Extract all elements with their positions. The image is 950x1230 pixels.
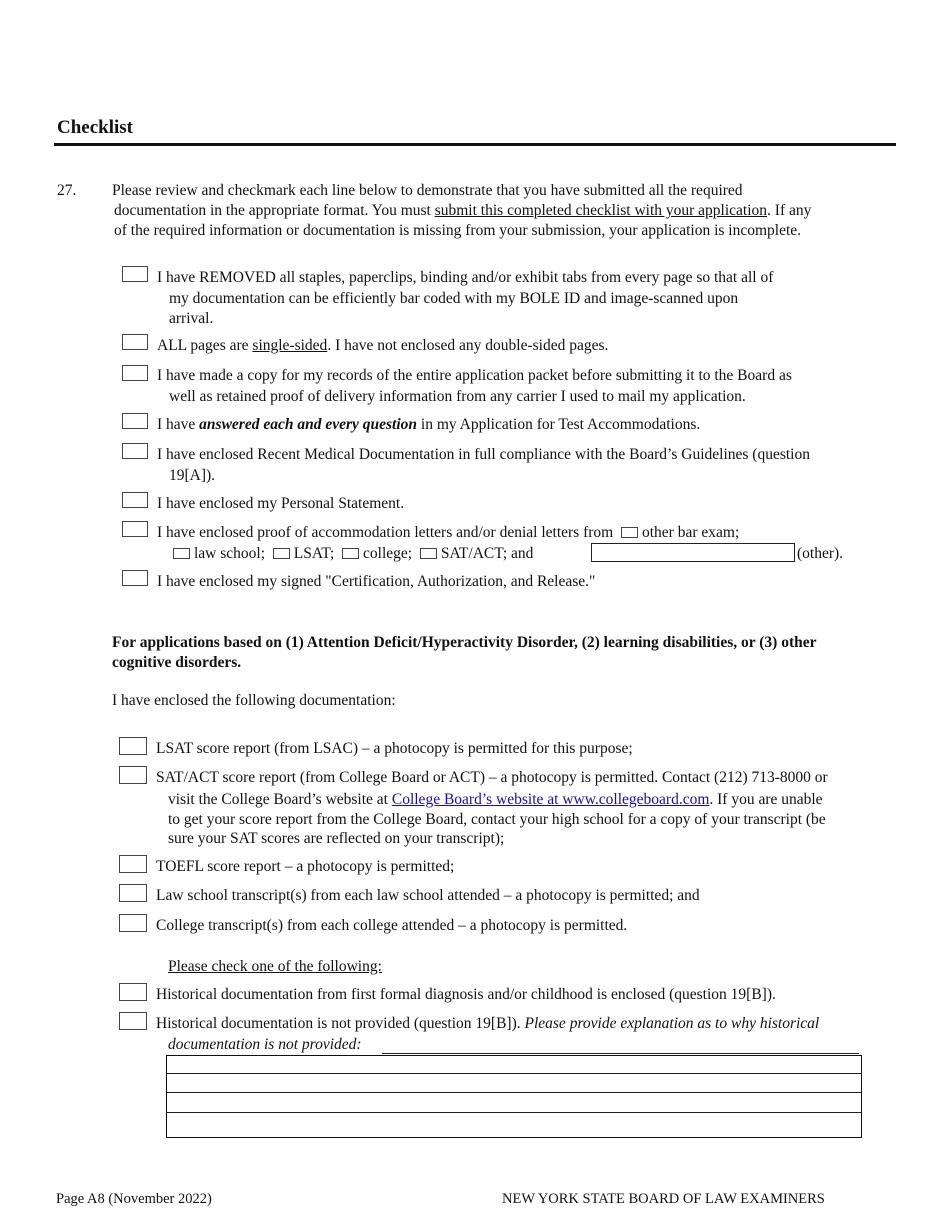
- item-signed-certification: I have enclosed my signed "Certification, Authorization, and Release.": [157, 573, 596, 590]
- historical-not-provided: Historical documentation is not provided (question 19[B]). Please provide explanation as to why historical: [156, 1015, 820, 1032]
- check-one-label: Please check one of the following:: [168, 958, 382, 975]
- explanation-first-line[interactable]: [382, 1053, 859, 1054]
- checkbox-college[interactable]: [342, 548, 359, 559]
- checkbox-sat-act[interactable]: [420, 548, 437, 559]
- adhd-section-heading: For applications based on (1) Attention Deficit/Hyperactivity Disorder, (2) learning disabilities, or (3) other: [112, 634, 817, 651]
- checkbox-lsat-score[interactable]: [119, 737, 147, 755]
- intro-line-1: Please review and checkmark each line below to demonstrate that you have submitted all the required: [112, 182, 743, 199]
- item-removed-staples-cont: my documentation can be efficiently bar coded with my BOLE ID and image-scanned upon: [169, 290, 739, 307]
- checkbox-law-school[interactable]: [173, 548, 190, 559]
- explanation-textbox[interactable]: [166, 1055, 862, 1138]
- item-medical-docs-cont: 19[A]).: [169, 467, 216, 484]
- adhd-section-heading-cont: cognitive disorders.: [112, 654, 242, 671]
- checklist-requirement: submit this completed checklist with your application: [434, 202, 768, 219]
- other-source-input[interactable]: [591, 543, 795, 562]
- item-accommodation-letters: I have enclosed proof of accommodation letters and/or denial letters from other bar exam;: [157, 524, 740, 541]
- doc-lsat-score: LSAT score report (from LSAC) – a photocopy is permitted for this purpose;: [156, 740, 633, 757]
- item-made-copy-cont: well as retained proof of delivery information from any carrier I used to mail my application.: [169, 388, 746, 405]
- checkbox-answered-all[interactable]: [122, 413, 148, 429]
- checkbox-personal-statement[interactable]: [122, 492, 148, 508]
- checkbox-college-transcript[interactable]: [119, 914, 147, 932]
- checkbox-accommodation-letters[interactable]: [122, 521, 148, 537]
- checkbox-removed-staples[interactable]: [122, 266, 148, 282]
- doc-toefl: TOEFL score report – a photocopy is permitted;: [156, 858, 455, 875]
- historical-not-provided-cont: documentation is not provided:: [168, 1036, 362, 1053]
- explanation-line: [167, 1112, 861, 1113]
- title-divider: [54, 143, 896, 146]
- doc-sat-act-score-cont2: to get your score report from the College Board, contact your high school for a copy of your transcript (be: [168, 811, 826, 828]
- explanation-line: [167, 1073, 861, 1074]
- checkbox-medical-docs[interactable]: [122, 443, 148, 459]
- checkbox-made-copy[interactable]: [122, 365, 148, 381]
- doc-sat-act-score: SAT/ACT score report (from College Board or ACT) – a photocopy is permitted. Contact (212) 713-8000 or: [156, 769, 828, 786]
- checkbox-historical-enclosed[interactable]: [119, 983, 147, 1001]
- checkbox-other-bar-exam[interactable]: [621, 527, 638, 538]
- historical-enclosed: Historical documentation from first formal diagnosis and/or childhood is enclosed (question 19[B]).: [156, 986, 776, 1003]
- item-medical-docs: I have enclosed Recent Medical Documentation in full compliance with the Board’s Guidelines (question: [157, 446, 810, 463]
- doc-law-transcript: Law school transcript(s) from each law school attended – a photocopy is permitted; and: [156, 887, 700, 904]
- footer-organization: NEW YORK STATE BOARD OF LAW EXAMINERS: [502, 1191, 825, 1207]
- item-single-sided: ALL pages are single-sided. I have not enclosed any double-sided pages.: [157, 337, 609, 354]
- college-board-link[interactable]: College Board’s website at www.collegeboard.com: [391, 791, 710, 808]
- accommodation-options: law school; LSAT; college; SAT/ACT; and: [173, 544, 533, 564]
- item-answered-all: I have answered each and every question in my Application for Test Accommodations.: [157, 416, 701, 433]
- question-number: 27.: [57, 182, 77, 199]
- doc-sat-act-score-cont: visit the College Board’s website at College Board’s website at www.collegeboard.com. If you are unable: [168, 791, 823, 808]
- item-personal-statement: I have enclosed my Personal Statement.: [157, 495, 405, 512]
- item-removed-staples: I have REMOVED all staples, paperclips, binding and/or exhibit tabs from every page so that all of: [157, 269, 774, 286]
- other-label: (other).: [797, 545, 844, 562]
- page-title: Checklist: [57, 117, 133, 138]
- checkbox-law-transcript[interactable]: [119, 884, 147, 902]
- checkbox-historical-not-provided[interactable]: [119, 1012, 147, 1030]
- doc-college-transcript: College transcript(s) from each college attended – a photocopy is permitted.: [156, 917, 628, 934]
- checkbox-sat-act-score[interactable]: [119, 766, 147, 784]
- checkbox-toefl[interactable]: [119, 855, 147, 873]
- footer-page-number: Page A8 (November 2022): [56, 1191, 212, 1207]
- intro-line-2: documentation in the appropriate format. You must submit this completed checklist with your application. If any: [114, 202, 812, 219]
- explanation-line: [167, 1092, 861, 1093]
- checkbox-lsat[interactable]: [273, 548, 290, 559]
- item-removed-staples-cont2: arrival.: [169, 310, 214, 327]
- doc-sat-act-score-cont3: sure your SAT scores are reflected on your transcript);: [168, 830, 505, 847]
- checkbox-signed-certification[interactable]: [122, 570, 148, 586]
- intro-line-3: of the required information or documentation is missing from your submission, your application is incomplete.: [114, 222, 802, 239]
- checkbox-single-sided[interactable]: [122, 334, 148, 350]
- adhd-section-intro: I have enclosed the following documentation:: [112, 692, 396, 709]
- item-made-copy: I have made a copy for my records of the entire application packet before submitting it to the Board as: [157, 367, 792, 384]
